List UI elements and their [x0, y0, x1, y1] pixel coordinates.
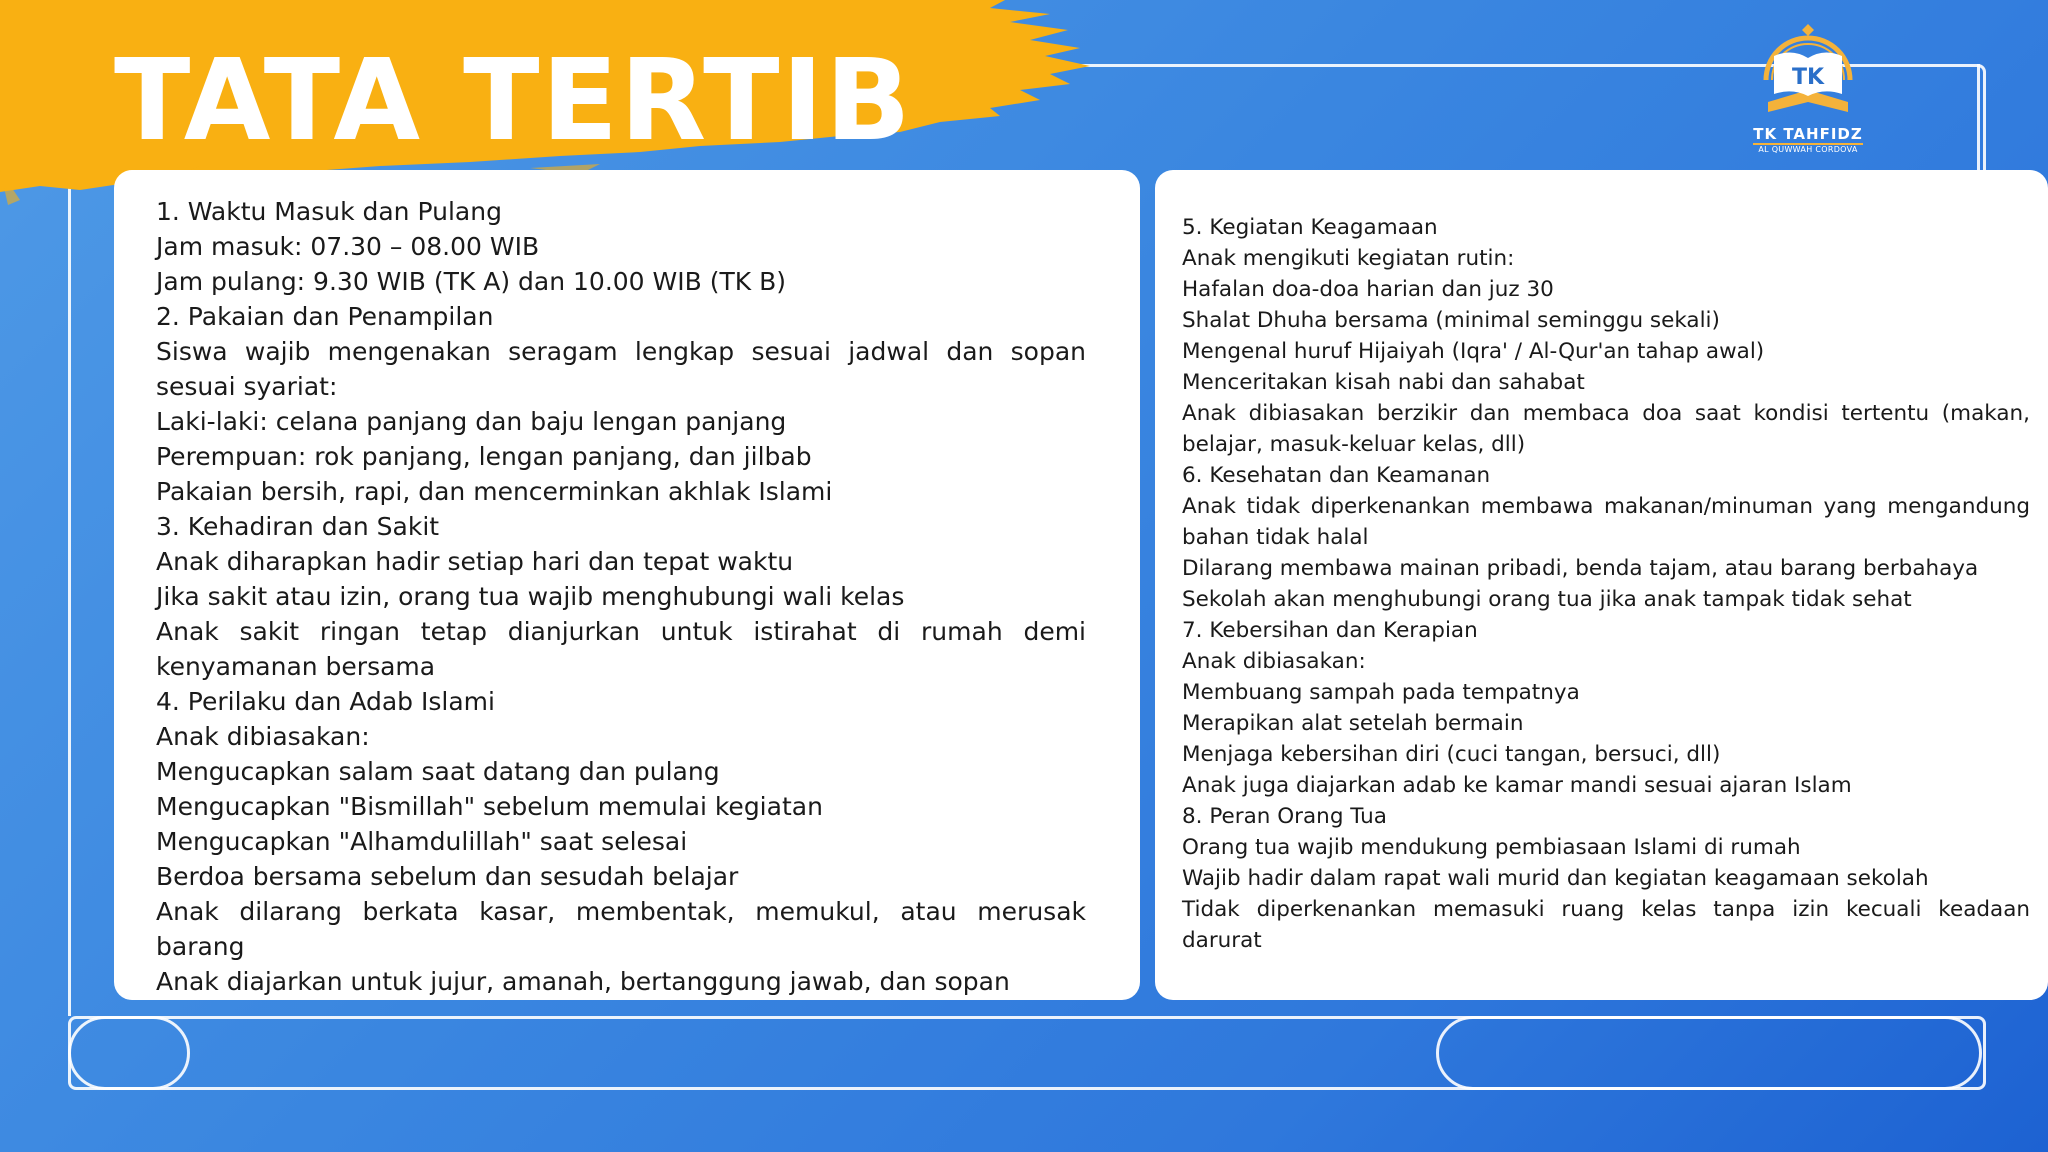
rule-item: Shalat Dhuha bersama (minimal seminggu sekali)	[1182, 308, 1720, 333]
rule-heading-8: 8. Peran Orang Tua	[1182, 804, 1387, 829]
rule-item: Pakaian bersih, rapi, dan mencerminkan akhlak Islami	[156, 477, 833, 506]
rule-item: Mengucapkan "Bismillah" sebelum memulai kegiatan	[156, 792, 823, 821]
rule-item: Jam masuk: 07.30 – 08.00 WIB	[156, 232, 540, 261]
logo-school-name: TK TAHFIDZ	[1753, 125, 1863, 143]
rule-item: Anak juga diajarkan adab ke kamar mandi sesuai ajaran Islam	[1182, 773, 1852, 798]
rule-item: Jika sakit atau izin, orang tua wajib menghubungi wali kelas	[156, 582, 905, 611]
rule-item: Orang tua wajib mendukung pembiasaan Islami di rumah	[1182, 835, 1801, 860]
rule-item: Mengucapkan "Alhamdulillah" saat selesai	[156, 827, 688, 856]
rule-item: Siswa wajib mengenakan seragam lengkap sesuai jadwal dan sopan sesuai syariat:	[156, 337, 1086, 401]
rule-item: Anak sakit ringan tetap dianjurkan untuk istirahat di rumah demi kenyamanan bersama	[156, 617, 1086, 681]
rule-item: Anak dibiasakan:	[1182, 649, 1366, 674]
logo-school-subtitle: AL QUWWAH CORDOVA	[1758, 145, 1858, 154]
rule-item: Mengenal huruf Hijaiyah (Iqra' / Al-Qur'an tahap awal)	[1182, 339, 1765, 364]
rule-item: Menjaga kebersihan diri (cuci tangan, bersuci, dll)	[1182, 742, 1721, 767]
rule-heading-6: 6. Kesehatan dan Keamanan	[1182, 463, 1491, 488]
rules-card-right	[1155, 170, 2048, 1000]
rule-item: Perempuan: rok panjang, lengan panjang, dan jilbab	[156, 442, 812, 471]
rule-item: Membuang sampah pada tempatnya	[1182, 680, 1580, 705]
decorative-pill-left	[68, 1016, 190, 1090]
rule-item: Jam pulang: 9.30 WIB (TK A) dan 10.00 WIB (TK B)	[156, 267, 786, 296]
rule-item: Hafalan doa-doa harian dan juz 30	[1182, 277, 1554, 302]
rule-heading-1: 1. Waktu Masuk dan Pulang	[156, 197, 502, 226]
school-logo	[1748, 20, 1868, 155]
rule-heading-5: 5. Kegiatan Keagamaan	[1182, 215, 1438, 240]
rule-item: Anak mengikuti kegiatan rutin:	[1182, 246, 1515, 271]
rule-item: Anak dibiasakan:	[156, 722, 370, 751]
rule-item: Anak tidak diperkenankan membawa makanan/minuman yang mengandung bahan tidak halal	[1182, 494, 2030, 550]
open-book-emblem-icon	[1748, 20, 1868, 118]
rule-item: Anak diajarkan untuk jujur, amanah, bertanggung jawab, dan sopan	[156, 967, 1010, 996]
rule-heading-3: 3. Kehadiran dan Sakit	[156, 512, 440, 541]
rule-item: Laki-laki: celana panjang dan baju lengan panjang	[156, 407, 787, 436]
rule-item: Menceritakan kisah nabi dan sahabat	[1182, 370, 1585, 395]
rule-item: Tidak diperkenankan memasuki ruang kelas tanpa izin kecuali keadaan darurat	[1182, 897, 2030, 953]
rule-heading-2: 2. Pakaian dan Penampilan	[156, 302, 494, 331]
rule-item: Merapikan alat setelah bermain	[1182, 711, 1524, 736]
rule-item: Anak dibiasakan berzikir dan membaca doa saat kondisi tertentu (makan, belajar, masuk-keluar kelas, dll)	[1182, 401, 2030, 457]
decorative-frame-right	[1977, 64, 1980, 174]
rule-item: Sekolah akan menghubungi orang tua jika anak tampak tidak sehat	[1182, 587, 1912, 612]
rule-item: Anak dilarang berkata kasar, membentak, memukul, atau merusak barang	[156, 897, 1086, 961]
page-title: TATA TERTIB	[114, 36, 913, 166]
rule-item: Berdoa bersama sebelum dan sesudah belajar	[156, 862, 739, 891]
svg-text:TK: TK	[1791, 65, 1825, 90]
rule-heading-7: 7. Kebersihan dan Kerapian	[1182, 618, 1478, 643]
rule-item: Mengucapkan salam saat datang dan pulang	[156, 757, 720, 786]
rule-heading-4: 4. Perilaku dan Adab Islami	[156, 687, 495, 716]
rule-item: Anak diharapkan hadir setiap hari dan tepat waktu	[156, 547, 794, 576]
rule-item: Dilarang membawa mainan pribadi, benda tajam, atau barang berbahaya	[1182, 556, 1979, 581]
decorative-pill-right	[1436, 1016, 1982, 1090]
rules-card-left	[114, 170, 1140, 1000]
rule-item: Wajib hadir dalam rapat wali murid dan kegiatan keagamaan sekolah	[1182, 866, 1929, 891]
